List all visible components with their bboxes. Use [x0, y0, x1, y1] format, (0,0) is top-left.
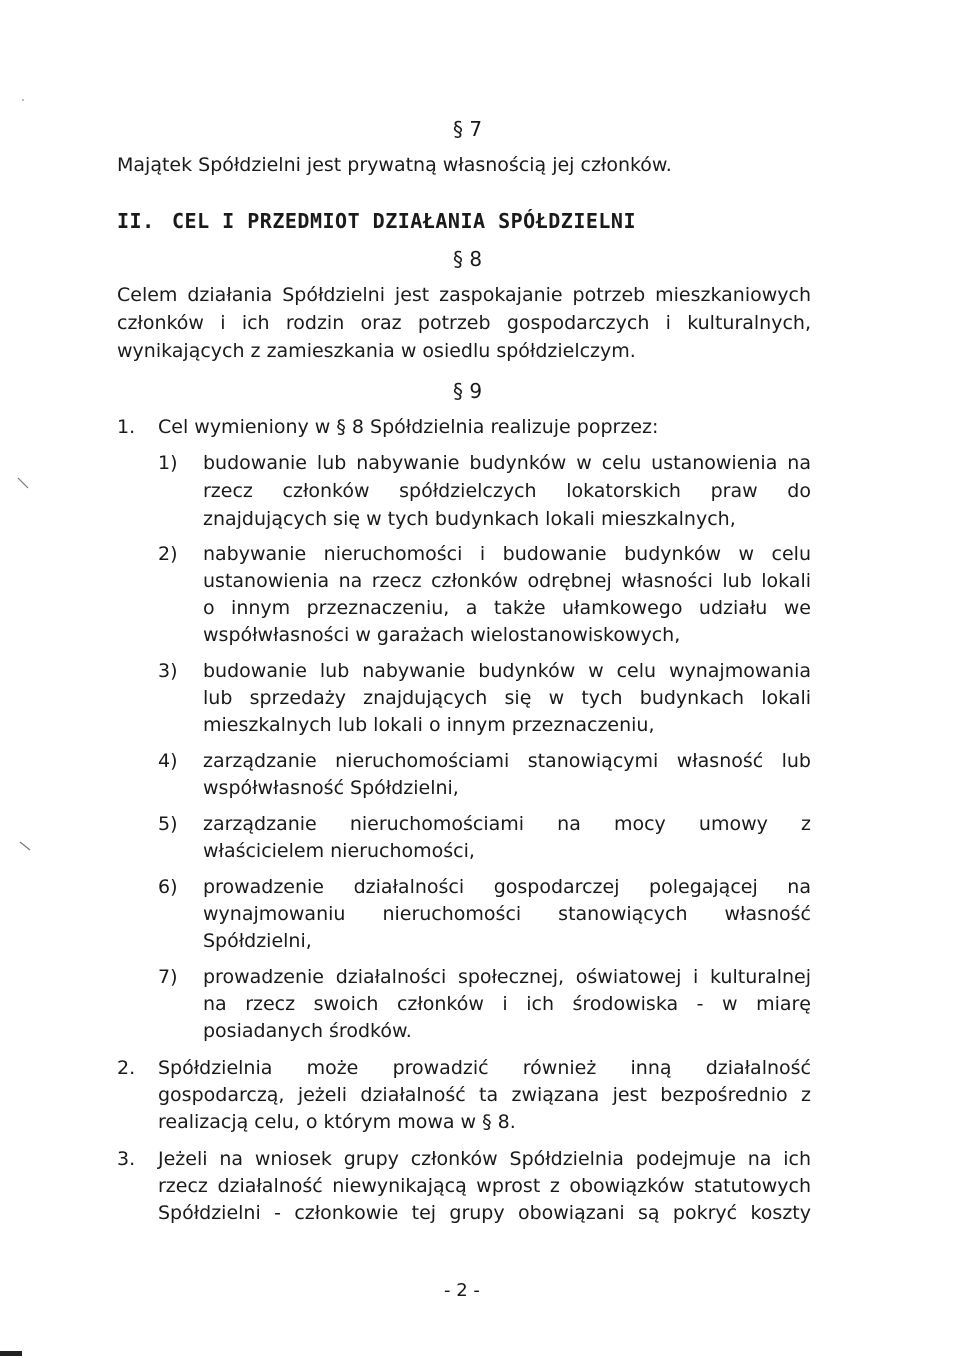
- item-3-line-1: budowanie lub nabywanie budynków w celu wynajmowania: [203, 660, 811, 682]
- paragraph-3-line-1: Jeżeli na wniosek grupy członków Spółdzielnia podejmuje na ich: [158, 1148, 811, 1170]
- item-1-number: 1): [158, 452, 178, 474]
- chapter-title: CEL I PRZEDMIOT DZIAŁANIA SPÓŁDZIELNI: [172, 209, 637, 233]
- paragraph-2-line-1: Spółdzielnia może prowadzić również inną działalność: [158, 1057, 811, 1079]
- section-8-mark: § 8: [453, 247, 483, 271]
- item-2-line-3: o innym przeznaczeniu, a także ułamkowego udziału we: [203, 597, 811, 619]
- item-3-line-2: lub sprzedaży znajdujących się w tych budynkach lokali: [203, 687, 811, 709]
- paragraph-2-number: 2.: [117, 1057, 136, 1079]
- speck-1: [22, 99, 24, 101]
- paragraph-2-line-2: gospodarczą, jeżeli działalność ta związana jest bezpośrednio z: [158, 1084, 811, 1106]
- page-number: - 2 -: [444, 1280, 480, 1301]
- item-6-line-1: prowadzenie działalności gospodarczej polegającej na: [203, 876, 811, 898]
- item-2-number: 2): [158, 543, 178, 565]
- item-3-number: 3): [158, 660, 178, 682]
- item-5-number: 5): [158, 813, 178, 835]
- section-7-text: Majątek Spółdzielni jest prywatną własnością jej członków.: [117, 154, 672, 176]
- item-4-line-1: zarządzanie nieruchomościami stanowiącymi własność lub: [203, 750, 811, 772]
- item-6-number: 6): [158, 876, 178, 898]
- item-4-line-2: współwłasność Spółdzielni,: [203, 777, 459, 799]
- item-3-line-3: mieszkalnych lub lokali o innym przeznaczeniu,: [203, 714, 655, 736]
- paragraph-3-line-2: rzecz działalność niewynikającą wprost z obowiązków statutowych: [158, 1175, 811, 1197]
- item-6-line-2: wynajmowaniu nieruchomości stanowiących własność: [203, 903, 811, 925]
- section-7-mark: § 7: [453, 117, 483, 141]
- item-4-number: 4): [158, 750, 178, 772]
- margin-tick-1: [18, 478, 28, 488]
- paragraph-1-text: Cel wymieniony w § 8 Spółdzielnia realizuje poprzez:: [158, 416, 659, 438]
- item-1-line-3: znajdujących się w tych budynkach lokali mieszkalnych,: [203, 508, 736, 530]
- paragraph-2-line-3: realizacją celu, o którym mowa w § 8.: [158, 1111, 516, 1133]
- item-7-number: 7): [158, 966, 178, 988]
- item-2-line-2: ustanowienia na rzecz członków odrębnej własności lub lokali: [203, 570, 811, 592]
- paragraph-3-line-3: Spółdzielni - członkowie tej grupy obowiązani są pokryć koszty: [158, 1202, 811, 1224]
- paragraph-1-number: 1.: [117, 416, 136, 438]
- item-5-line-2: właścicielem nieruchomości,: [203, 840, 475, 862]
- chapter-number: II.: [117, 209, 155, 233]
- section-8-line-1: Celem działania Spółdzielni jest zaspokajanie potrzeb mieszkaniowych: [117, 284, 811, 306]
- margin-tick-2: [20, 842, 30, 850]
- item-2-line-4: współwłasności w garażach wielostanowiskowych,: [203, 624, 681, 646]
- item-2-line-1: nabywanie nieruchomości i budowanie budynków w celu: [203, 543, 811, 565]
- item-5-line-1: zarządzanie nieruchomościami na mocy umowy z: [203, 813, 811, 835]
- paragraph-3-number: 3.: [117, 1148, 136, 1170]
- item-6-line-3: Spółdzielni,: [203, 930, 312, 952]
- item-1-line-1: budowanie lub nabywanie budynków w celu ustanowienia na: [203, 452, 811, 474]
- section-8-line-3: wynikających z zamieszkania w osiedlu spółdzielczym.: [117, 340, 636, 362]
- corner-mark: [0, 1351, 22, 1356]
- item-7-line-3: posiadanych środków.: [203, 1020, 412, 1042]
- section-9-mark: § 9: [453, 379, 483, 403]
- section-8-line-2: członków i ich rodzin oraz potrzeb gospodarczych i kulturalnych,: [117, 312, 811, 334]
- item-7-line-2: na rzecz swoich członków i ich środowiska - w miarę: [203, 993, 811, 1015]
- item-1-line-2: rzecz członków spółdzielczych lokatorskich praw do: [203, 480, 811, 502]
- item-7-line-1: prowadzenie działalności społecznej, oświatowej i kulturalnej: [203, 966, 811, 988]
